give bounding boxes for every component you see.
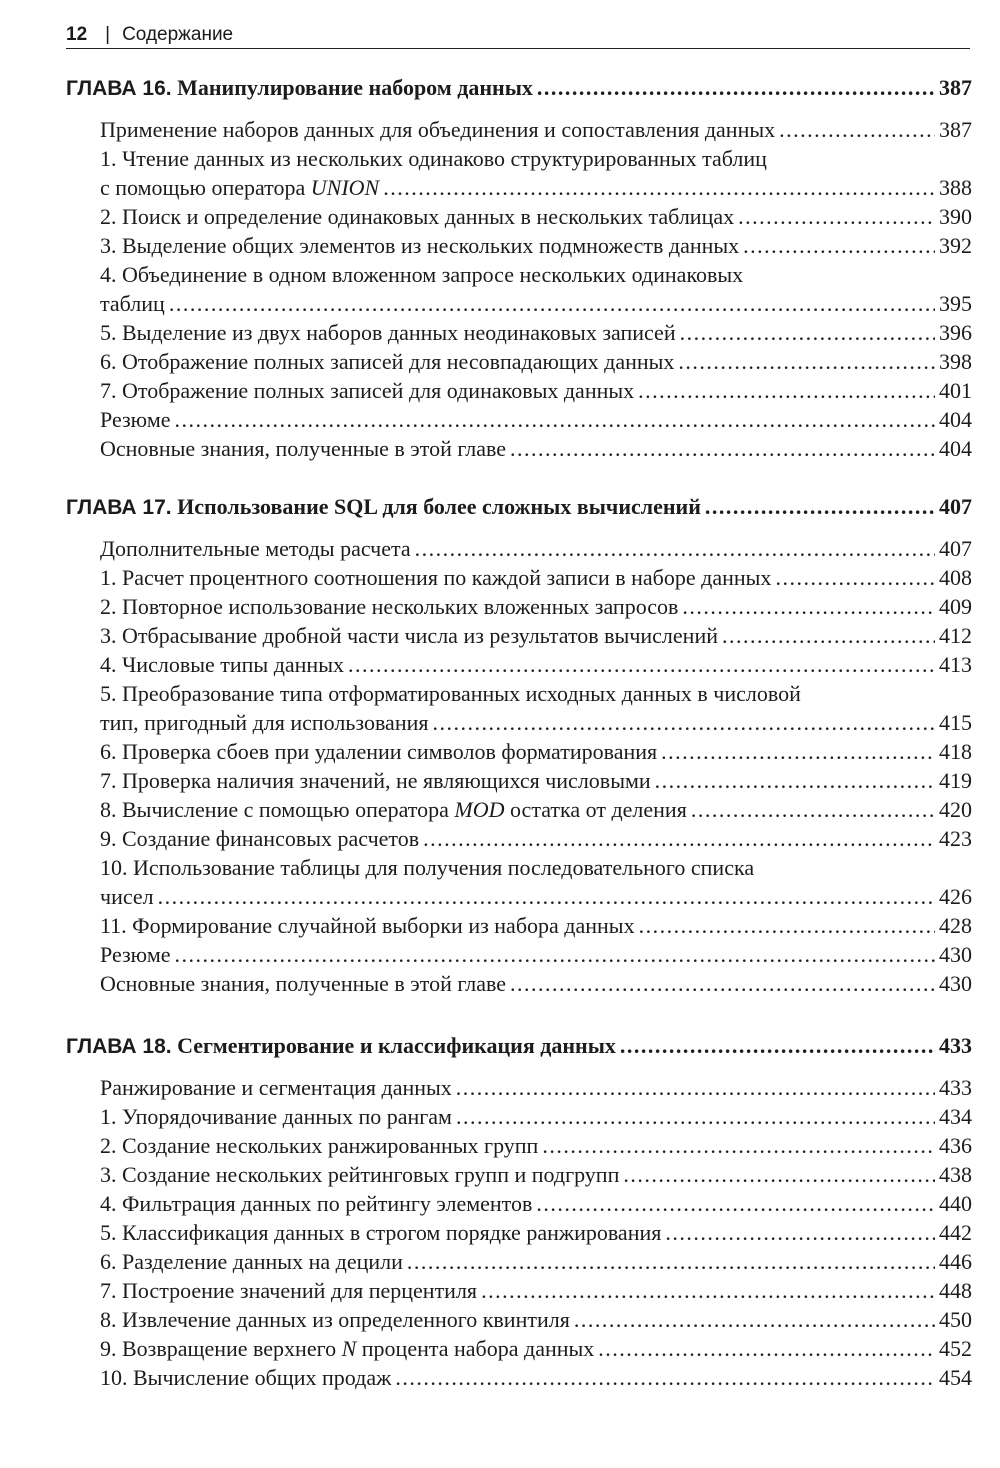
chapter-label: ГЛАВА 17. bbox=[66, 496, 172, 519]
entry-page: 408 bbox=[939, 565, 972, 590]
entry-title: 4. Числовые типы данных bbox=[100, 652, 344, 677]
entry-page: 392 bbox=[939, 233, 972, 258]
entry-title: 2. Создание нескольких ранжированных групп bbox=[100, 1133, 539, 1158]
dot-leader bbox=[395, 1363, 935, 1392]
chapter-label: ГЛАВА 16. bbox=[66, 77, 172, 100]
entry-title-pre: 8. Вычисление с помощью оператора bbox=[100, 797, 455, 822]
entry-title-line1: 4. Объединение в одном вложенном запросе нескольких одинаковых bbox=[100, 262, 744, 287]
entry-title: 11. Формирование случайной выборки из набора данных bbox=[100, 913, 635, 938]
entry-title: Ранжирование и сегментация данных bbox=[100, 1075, 452, 1100]
dot-leader bbox=[682, 592, 935, 621]
entry-title: 3. Выделение общих элементов из нескольких подмножеств данных bbox=[100, 233, 740, 258]
entry-page: 448 bbox=[939, 1278, 972, 1303]
entry-title: 5. Классификация данных в строгом порядке ранжирования bbox=[100, 1220, 662, 1245]
entry-page: 388 bbox=[939, 175, 972, 200]
entry-page: 387 bbox=[939, 117, 972, 142]
entry-page: 419 bbox=[939, 768, 972, 793]
entry-page: 440 bbox=[939, 1191, 972, 1216]
entry-title-pre: 9. Возвращение верхнего bbox=[100, 1336, 342, 1361]
entry-title: Дополнительные методы расчета bbox=[100, 536, 411, 561]
entry-title: 8. Извлечение данных из определенного квинтиля bbox=[100, 1307, 570, 1332]
entry-page: 438 bbox=[939, 1162, 972, 1187]
entry-page: 412 bbox=[939, 623, 972, 648]
dot-leader bbox=[743, 231, 935, 260]
toc-entries bbox=[66, 534, 972, 998]
dot-leader bbox=[537, 73, 935, 103]
toc-entry[interactable] bbox=[100, 1160, 972, 1189]
dot-leader bbox=[481, 1276, 935, 1305]
dot-leader bbox=[665, 1218, 935, 1247]
entry-title: 5. Выделение из двух наборов данных неодинаковых записей bbox=[100, 320, 676, 345]
toc-entry[interactable] bbox=[100, 1334, 972, 1363]
dot-leader bbox=[639, 911, 935, 940]
chapter-page: 433 bbox=[939, 1033, 972, 1058]
toc-entry[interactable] bbox=[100, 737, 972, 766]
entry-page: 398 bbox=[939, 349, 972, 374]
entry-page: 426 bbox=[939, 884, 972, 909]
dot-leader bbox=[510, 969, 935, 998]
dot-leader bbox=[423, 824, 935, 853]
toc-entry[interactable] bbox=[100, 795, 972, 824]
entry-page: 434 bbox=[939, 1104, 972, 1129]
entry-title: 3. Отбрасывание дробной части числа из результатов вычислений bbox=[100, 623, 718, 648]
dot-leader bbox=[661, 737, 935, 766]
entry-title-line2: с помощью оператора bbox=[100, 175, 311, 200]
toc-entry[interactable] bbox=[100, 911, 972, 940]
chapter-title: Манипулирование набором данных bbox=[177, 75, 533, 100]
dot-leader bbox=[620, 1031, 935, 1061]
chapter-heading[interactable] bbox=[66, 492, 972, 523]
chapter-page: 407 bbox=[939, 494, 972, 519]
head-separator: | bbox=[105, 24, 111, 45]
page-number: 12 bbox=[66, 24, 88, 45]
dot-leader bbox=[623, 1160, 935, 1189]
entry-page: 442 bbox=[939, 1220, 972, 1245]
dot-leader bbox=[348, 650, 935, 679]
entry-title: 2. Повторное использование нескольких вложенных запросов bbox=[100, 594, 679, 619]
dot-leader bbox=[415, 534, 935, 563]
dot-leader bbox=[383, 173, 935, 202]
entry-page: 404 bbox=[939, 436, 972, 461]
entry-title-line2: чисел bbox=[100, 884, 154, 909]
entry-title-line2: таблиц bbox=[100, 291, 165, 316]
toc-entries bbox=[66, 1073, 972, 1392]
toc-entry[interactable] bbox=[100, 405, 972, 434]
entry-page: 413 bbox=[939, 652, 972, 677]
dot-leader bbox=[655, 766, 935, 795]
toc-entry[interactable] bbox=[100, 376, 972, 405]
toc-entry[interactable] bbox=[100, 1102, 972, 1131]
entry-title-line2: тип, пригодный для использования bbox=[100, 710, 429, 735]
toc-entry[interactable] bbox=[100, 534, 972, 563]
chapter-heading[interactable] bbox=[66, 73, 972, 104]
toc-entry[interactable] bbox=[100, 1218, 972, 1247]
dot-leader bbox=[407, 1247, 935, 1276]
entry-title: 7. Построение значений для перцентиля bbox=[100, 1278, 478, 1303]
toc-entry[interactable] bbox=[100, 940, 972, 969]
dot-leader bbox=[536, 1189, 935, 1218]
entry-page: 430 bbox=[939, 971, 972, 996]
entry-page: 420 bbox=[939, 797, 972, 822]
chapter-label: ГЛАВА 18. bbox=[66, 1035, 172, 1058]
entry-title: 1. Расчет процентного соотношения по каждой записи в наборе данных bbox=[100, 565, 772, 590]
entry-page: 418 bbox=[939, 739, 972, 764]
entry-page: 390 bbox=[939, 204, 972, 229]
entry-title: 9. Создание финансовых расчетов bbox=[100, 826, 420, 851]
dot-leader bbox=[598, 1334, 935, 1363]
entry-title: Применение наборов данных для объединения и сопоставления данных bbox=[100, 117, 776, 142]
entry-page: 423 bbox=[939, 826, 972, 851]
header-rule bbox=[66, 48, 970, 49]
toc-entry[interactable] bbox=[100, 1363, 972, 1392]
entry-title: Резюме bbox=[100, 407, 171, 432]
dot-leader bbox=[678, 347, 935, 376]
entry-page: 454 bbox=[939, 1365, 972, 1390]
entry-title: 6. Проверка сбоев при удалении символов форматирования bbox=[100, 739, 658, 764]
dot-leader bbox=[158, 882, 935, 911]
toc-entry[interactable] bbox=[100, 1247, 972, 1276]
toc-entry[interactable] bbox=[100, 592, 972, 621]
entry-title: 3. Создание нескольких рейтинговых групп и подгрупп bbox=[100, 1162, 620, 1187]
toc-entry[interactable] bbox=[100, 650, 972, 679]
entry-page: 452 bbox=[939, 1336, 972, 1361]
entry-page: 436 bbox=[939, 1133, 972, 1158]
entry-title: 10. Вычисление общих продаж bbox=[100, 1365, 392, 1390]
toc-entry[interactable] bbox=[100, 969, 972, 998]
toc-entry[interactable] bbox=[100, 853, 972, 911]
entry-page: 401 bbox=[939, 378, 972, 403]
entry-page: 415 bbox=[939, 710, 972, 735]
dot-leader bbox=[542, 1131, 935, 1160]
toc-entry[interactable] bbox=[100, 766, 972, 795]
dot-leader bbox=[705, 492, 935, 522]
toc-entries bbox=[66, 115, 972, 463]
chapter-18 bbox=[66, 1031, 972, 1392]
dot-leader bbox=[680, 318, 935, 347]
entry-title: 6. Разделение данных на децили bbox=[100, 1249, 403, 1274]
toc-entry[interactable] bbox=[100, 1073, 972, 1102]
toc-entry[interactable] bbox=[100, 563, 972, 592]
toc-entry[interactable] bbox=[100, 679, 972, 737]
dot-leader bbox=[456, 1073, 935, 1102]
toc-entry[interactable] bbox=[100, 318, 972, 347]
dot-leader bbox=[738, 202, 935, 231]
toc-entry[interactable] bbox=[100, 202, 972, 231]
toc-entry[interactable] bbox=[100, 231, 972, 260]
entry-operator: UNION bbox=[310, 175, 380, 200]
chapter-16 bbox=[66, 73, 972, 463]
entry-page: 407 bbox=[939, 536, 972, 561]
entry-variable: N bbox=[341, 1336, 357, 1361]
entry-title: 1. Упорядочивание данных по рангам bbox=[100, 1104, 452, 1129]
toc-entry[interactable] bbox=[100, 347, 972, 376]
entry-page: 430 bbox=[939, 942, 972, 967]
dot-leader bbox=[175, 940, 935, 969]
toc-entry[interactable] bbox=[100, 115, 972, 144]
toc-entry[interactable] bbox=[100, 1131, 972, 1160]
dot-leader bbox=[433, 708, 936, 737]
toc-entry[interactable] bbox=[100, 144, 972, 202]
entry-page: 396 bbox=[939, 320, 972, 345]
dot-leader bbox=[510, 434, 935, 463]
dot-leader bbox=[775, 563, 935, 592]
dot-leader bbox=[638, 376, 935, 405]
entry-title-line1: 10. Использование таблицы для получения последовательного списка bbox=[100, 855, 755, 880]
dot-leader bbox=[175, 405, 935, 434]
entry-title-line1: 5. Преобразование типа отформатированных исходных данных в числовой bbox=[100, 681, 801, 706]
chapter-title: Сегментирование и классификация данных bbox=[177, 1033, 616, 1058]
entry-title-line1: 1. Чтение данных из нескольких одинаково структурированных таблиц bbox=[100, 146, 767, 171]
entry-title: Основные знания, полученные в этой главе bbox=[100, 436, 507, 461]
chapter-17 bbox=[66, 492, 972, 998]
dot-leader bbox=[779, 115, 935, 144]
entry-page: 395 bbox=[939, 291, 972, 316]
entry-title: 4. Фильтрация данных по рейтингу элементов bbox=[100, 1191, 533, 1216]
entry-page: 433 bbox=[939, 1075, 972, 1100]
entry-page: 428 bbox=[939, 913, 972, 938]
dot-leader bbox=[722, 621, 935, 650]
toc-entry[interactable] bbox=[100, 824, 972, 853]
entry-page: 404 bbox=[939, 407, 972, 432]
entry-title: Основные знания, полученные в этой главе bbox=[100, 971, 507, 996]
chapter-title: Использование SQL для более сложных вычислений bbox=[177, 494, 701, 519]
entry-title-post: остатка от деления bbox=[504, 797, 687, 822]
dot-leader bbox=[691, 795, 935, 824]
entry-title: Резюме bbox=[100, 942, 171, 967]
dot-leader bbox=[574, 1305, 935, 1334]
entry-page: 446 bbox=[939, 1249, 972, 1274]
entry-title: 7. Проверка наличия значений, не являющихся числовыми bbox=[100, 768, 651, 793]
toc-entry[interactable] bbox=[100, 434, 972, 463]
entry-title: 7. Отображение полных записей для одинаковых данных bbox=[100, 378, 635, 403]
toc-entry[interactable] bbox=[100, 621, 972, 650]
running-head bbox=[66, 22, 970, 48]
toc-entry[interactable] bbox=[100, 260, 972, 318]
section-title: Содержание bbox=[122, 24, 234, 45]
dot-leader bbox=[456, 1102, 935, 1131]
entry-title: 6. Отображение полных записей для несовпадающих данных bbox=[100, 349, 675, 374]
entry-title-post: процента набора данных bbox=[356, 1336, 595, 1361]
chapter-heading[interactable] bbox=[66, 1031, 972, 1062]
toc-entry[interactable] bbox=[100, 1305, 972, 1334]
entry-page: 450 bbox=[939, 1307, 972, 1332]
entry-operator: MOD bbox=[454, 797, 505, 822]
entry-page: 409 bbox=[939, 594, 972, 619]
dot-leader bbox=[169, 289, 935, 318]
toc-entry[interactable] bbox=[100, 1276, 972, 1305]
toc-entry[interactable] bbox=[100, 1189, 972, 1218]
chapter-page: 387 bbox=[939, 75, 972, 100]
entry-title: 2. Поиск и определение одинаковых данных в нескольких таблицах bbox=[100, 204, 735, 229]
